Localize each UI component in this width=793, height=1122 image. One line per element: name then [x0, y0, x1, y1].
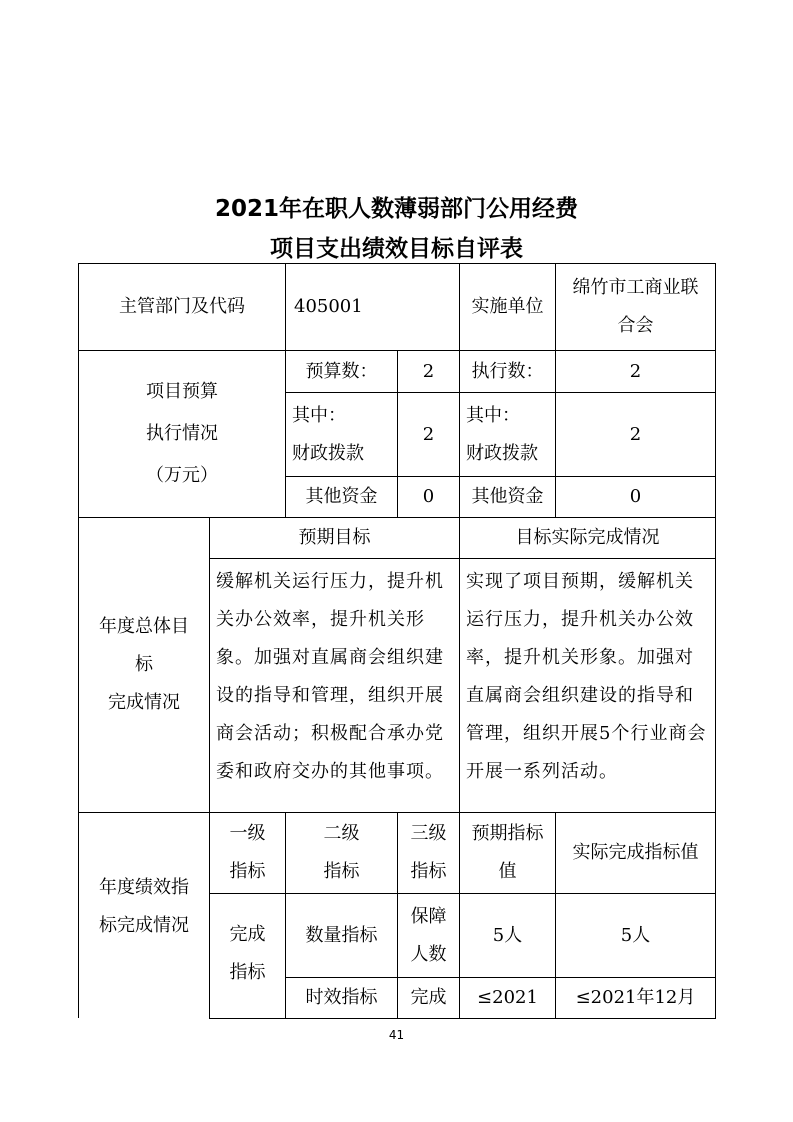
- row2-level2: 时效指标: [305, 987, 378, 1008]
- actual-goal-header: 目标实际完成情况: [515, 527, 660, 548]
- header-actual-value: 实际完成指标值: [572, 842, 699, 863]
- exec-num: 2: [629, 360, 642, 382]
- row1-level3: 保障 人数: [410, 905, 447, 965]
- row1-expected: 5人: [492, 924, 523, 946]
- budget-label: 项目预算 执行情况 （万元）: [146, 381, 218, 486]
- other-budget: 0: [422, 486, 435, 507]
- row1-level2: 数量指标: [305, 924, 378, 946]
- fiscal-exec: 2: [629, 423, 642, 445]
- impl-unit-value: 绵竹市工商业联 合会: [572, 277, 699, 336]
- dept-label: 主管部门及代码: [119, 296, 245, 317]
- row2-level3: 完成: [410, 987, 447, 1008]
- fiscal-budget: 2: [422, 423, 435, 445]
- other-funds-label-budget: 其他资金: [305, 486, 378, 507]
- fiscal-label-budget: 其中： 财政拨款: [292, 404, 364, 464]
- impl-unit-label: 实施单位: [471, 296, 544, 317]
- header-expected-value: 预期指标 值: [471, 823, 544, 882]
- actual-goal-text: 实现了项目预期，缓解机关运行压力，提升机关办公效率，提升机关形象。加强对直属商会组织建设的指导和管理，组织开展5个行业商会开展一系列活动。: [466, 571, 707, 782]
- fiscal-label-exec: 其中： 财政拨款: [466, 404, 538, 464]
- perf-label: 年度绩效指 标完成情况: [99, 877, 189, 936]
- header-level1: 一级 指标: [229, 823, 266, 882]
- budget-num-label: 预算数：: [305, 360, 378, 382]
- document-title-line2: 项目支出绩效目标自评表: [270, 236, 523, 262]
- expected-goal-text: 缓解机关运行压力，提升机关办公效率，提升机关形象。加强对直属商会组织建设的指导和管理，组织开展商会活动；积极配合承办党委和政府交办的其他事项。: [216, 571, 444, 782]
- header-level2: 二级 指标: [323, 823, 360, 882]
- row2-expected: ≤2021: [477, 987, 538, 1008]
- budget-num: 2: [422, 360, 435, 382]
- dept-code: 405001: [294, 296, 363, 317]
- row2-actual: ≤2021年12月: [575, 987, 696, 1008]
- page-number: 41: [388, 1028, 405, 1042]
- exec-num-label: 执行数：: [471, 360, 544, 382]
- annual-goal-label: 年度总体目 标 完成情况: [99, 616, 189, 713]
- other-funds-label-exec: 其他资金: [471, 486, 544, 507]
- document-title-line1: 2021年在职人数薄弱部门公用经费: [214, 196, 578, 222]
- row1-actual: 5人: [620, 924, 651, 946]
- other-exec: 0: [629, 486, 642, 507]
- header-level3: 三级 指标: [410, 823, 447, 882]
- expected-goal-header: 预期目标: [298, 527, 371, 548]
- row1-level1: 完成 指标: [229, 924, 266, 983]
